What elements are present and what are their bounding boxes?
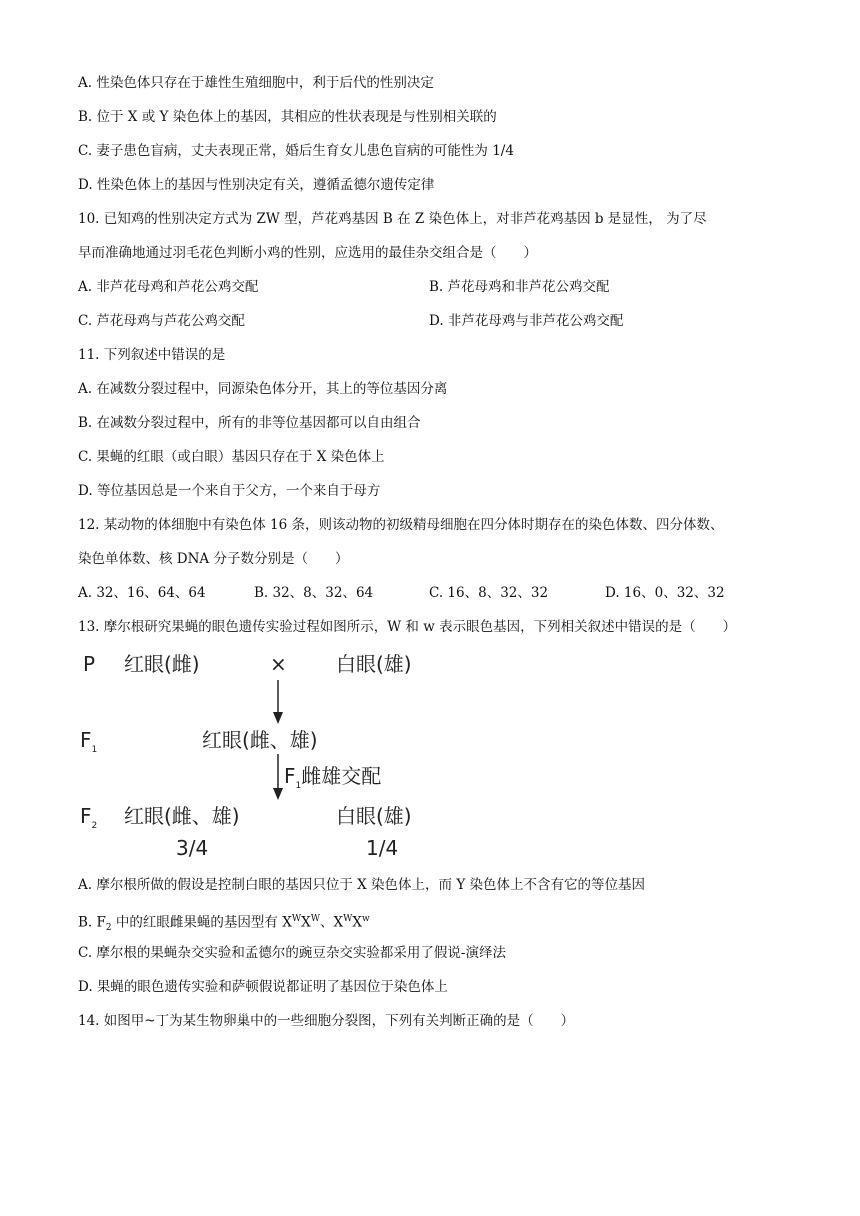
q9-option-b: B. 位于 X 或 Y 染色体上的基因，其相应的性状表现是与性别相关联的 [78,109,497,125]
q13-option-b: B. $F_2$ 中的红眼雌果蝇的基因型有 $X^WX^W$、$X^WX^w$ [78,914,370,934]
q10-stem-line1: 10. 已知鸡的性别决定方式为 ZW 型，芦花鸡基因 B 在 Z 染色体上，对非芦花鸡基因 b 是显性， 为了尽 [78,211,707,227]
f1-generation-label: $F_1$ [80,728,98,755]
p-to-f1-arrow-head [273,712,283,724]
q12-stem-line1: 12. 某动物的体细胞中有染色体 16 条，则该动物的初级精母细胞在四分体时期存在的染色体数、四分体数、 [78,517,724,533]
f1-offspring-phenotype: 红眼(雌、雄) [202,728,318,752]
q10-stem-line2: 早而准确地通过羽毛花色判断小鸡的性别，应选用的最佳杂交组合是（ ） [78,245,537,261]
q11-option-d: D. 等位基因总是一个来自于父方，一个来自于母方 [78,483,381,499]
q11-option-a: A. 在减数分裂过程中，同源染色体分开，其上的等位基因分离 [78,381,448,397]
p-male-phenotype: 白眼(雄) [336,652,412,676]
q9-option-c: C. 妻子患色盲病，丈夫表现正常，婚后生育女儿患色盲病的可能性为 1/4 [78,143,514,159]
q11-stem: 11. 下列叙述中错误的是 [78,347,226,363]
q14-stem: 14. 如图甲~丁为某生物卵巢中的一些细胞分裂图，下列有关判断正确的是（ ） [78,1013,575,1029]
p-generation-label: P [83,652,96,676]
cross-symbol: × [270,652,287,676]
q12-option-b: B. 32、8、32、64 [254,585,374,601]
f1-intercross-label: $F_1$雌雄交配 [284,764,382,791]
f2-white-eye-phenotype: 白眼(雄) [336,804,412,828]
f2-red-eye-ratio: 3/4 [176,836,209,860]
q9-option-d: D. 性染色体上的基因与性别决定有关，遵循孟德尔遗传定律 [78,177,435,193]
q10-option-a: A. 非芦花母鸡和芦花公鸡交配 [78,279,259,295]
q13-option-c: C. 摩尔根的果蝇杂交实验和孟德尔的豌豆杂交实验都采用了假说-演绎法 [78,945,506,961]
q10-option-c: C. 芦花母鸡与芦花公鸡交配 [78,313,245,329]
q10-option-b: B. 芦花母鸡和非芦花公鸡交配 [429,279,610,295]
q13-option-d: D. 果蝇的眼色遗传实验和萨顿假说都证明了基因位于染色体上 [78,979,448,995]
f2-white-eye-ratio: 1/4 [366,836,399,860]
q12-option-c: C. 16、8、32、32 [429,585,549,601]
f2-red-eye-phenotype: 红眼(雌、雄) [124,804,240,828]
q13-option-a: A. 摩尔根所做的假设是控制白眼的基因只位于 X 染色体上，而 Y 染色体上不含有它的等位基因 [78,877,646,893]
f2-generation-label: $F_2$ [80,804,98,831]
q11-option-c: C. 果蝇的红眼（或白眼）基因只存在于 X 染色体上 [78,449,385,465]
q11-option-b: B. 在减数分裂过程中，所有的非等位基因都可以自由组合 [78,415,421,431]
q12-stem-line2: 染色单体数、核 DNA 分子数分别是（ ） [78,551,349,567]
q12-option-d: D. 16、0、32、32 [605,585,725,601]
f1-to-f2-arrow-head [273,788,283,800]
q10-option-d: D. 非芦花母鸡与非芦花公鸡交配 [429,313,624,329]
q13-stem: 13. 摩尔根研究果蝇的眼色遗传实验过程如图所示，W 和 w 表示眼色基因，下列相关叙述中错误的是（ ） [78,619,737,635]
q12-option-a: A. 32、16、64、64 [78,585,206,601]
p-female-phenotype: 红眼(雌) [124,652,200,676]
q9-option-a: A. 性染色体只存在于雄性生殖细胞中，利于后代的性别决定 [78,75,434,91]
